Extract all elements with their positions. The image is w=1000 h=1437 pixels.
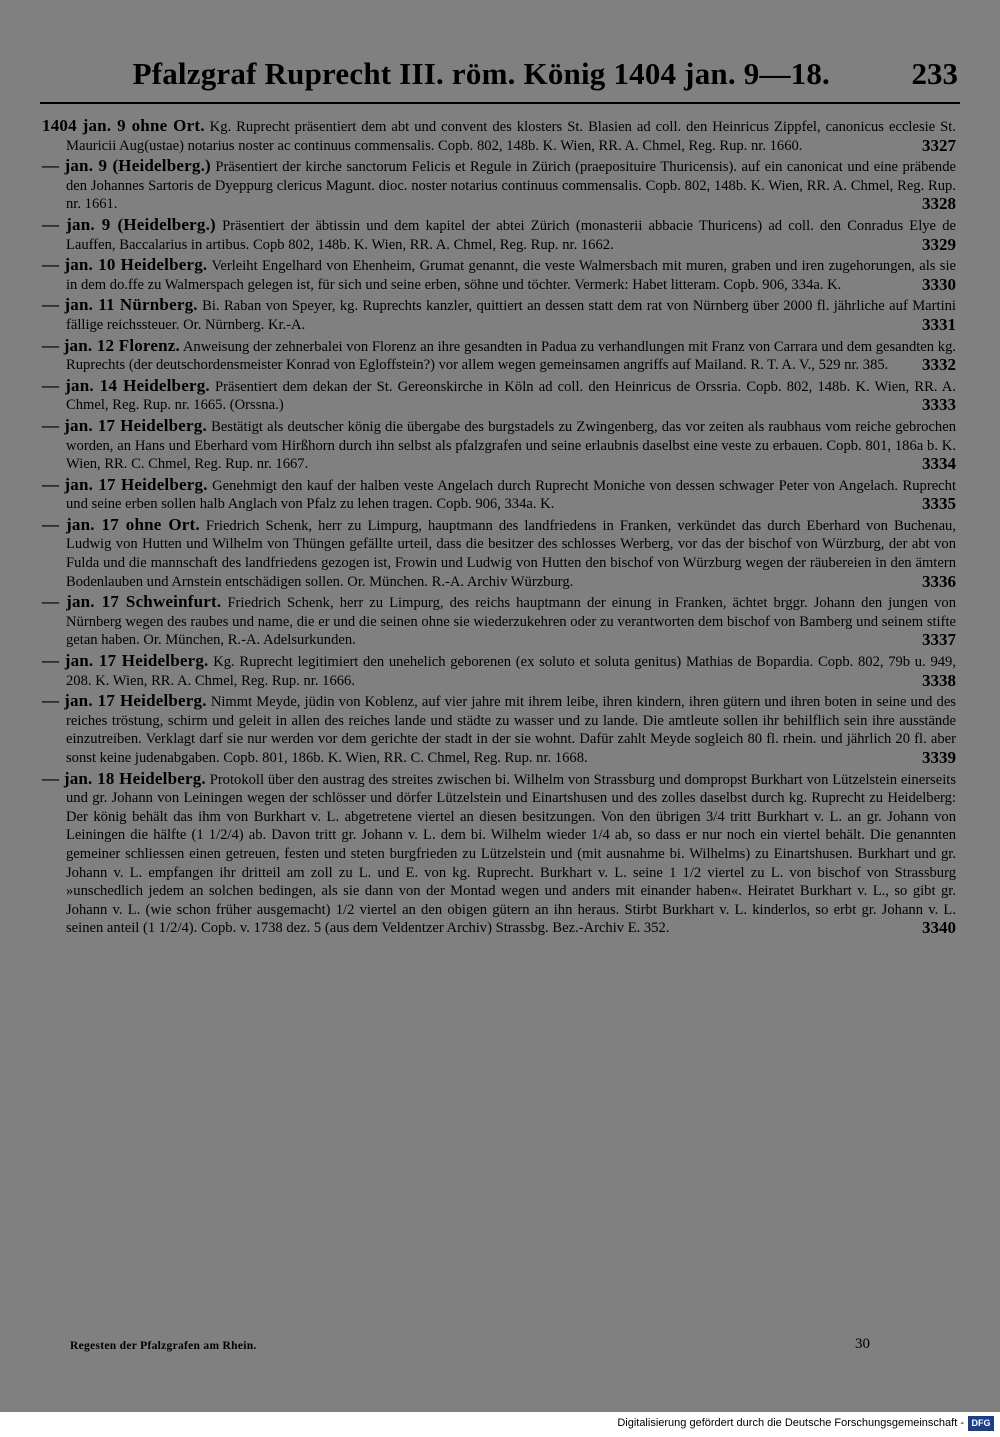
funding-credit: Digitalisierung gefördert durch die Deutsche Forschungsgemeinschaft - (617, 1417, 964, 1429)
regest-entry (42, 337, 956, 375)
entry-date: — jan. 10 Heidelberg. (42, 255, 208, 275)
entry-number: 3336 (922, 571, 956, 591)
entry-number: 3331 (922, 314, 956, 334)
footer-series-title: Regesten der Pfalzgrafen am Rhein. (70, 1340, 257, 1352)
entry-number: 3340 (922, 918, 956, 938)
entry-text: Anweisung der zehnerbalei von Florenz an ihre gesandten in Padua zu verhandlungen mit Franz von Carrara und dem gesandten kg. Ruprechts (der deutschordensmeister Konrad von Egloffstein?) vor allem wegen gemeinsamen angriffs auf Mailand. R. T. A. V., 529 nr. 385. (66, 338, 957, 374)
entry-text: Präsentiert der äbtissin und dem kapitel der abtei Zürich (monasterii abbacie Thuricens) ad coll. den Conradus Elye de Lauffen, Baccalarius in artibus. Copb 802, 148b. K. Wien, RR. A. Chmel, Reg. Rup. nr. 1662. (66, 217, 956, 253)
entry-text: Präsentiert dem dekan der St. Gereonskirche in Köln ad coll. den Heinricus de Orssria. Copb. 802, 148b. K. Wien, RR. A. Chmel, Reg. Rup. nr. 1665. (Orssna.) (66, 378, 956, 414)
entry-number: 3337 (922, 630, 956, 650)
entry-number: 3339 (922, 748, 956, 767)
regest-entry (42, 593, 956, 650)
dfg-logo-icon: DFG (968, 1416, 994, 1431)
entry-number: 3333 (922, 395, 956, 415)
regest-entry (42, 296, 956, 334)
entry-date: — jan. 9 (Heidelberg.) (42, 214, 216, 234)
entry-text: Bestätigt als deutscher könig die übergabe des burgstadels zu Zwingenberg, das vor zeiten als raubhaus vom reiche gebrochen worden, an Hans und Eberhard vom Hirßhorn durch ihn selbst als pfalzgrafen und seine erlaubnis daselbst eine veste zu erbauen. Copb. 801, 186a b. K. Wien, RR. C. Chmel, Reg. Rup. nr. 1667. (66, 418, 956, 473)
entry-date: — jan. 17 Schweinfurt. (42, 592, 222, 612)
entry-date: — jan. 14 Heidelberg. (42, 375, 210, 395)
entry-text: Genehmigt den kauf der halben veste Angelach durch Ruprecht Moniche von dessen schwager Peter von Angelach. Ruprecht und seine erben sollen halb Anglach von Pfalz zu lehen tragen. Copb. 906, 334a. K. (66, 477, 957, 513)
entry-date: — jan. 12 Florenz. (42, 335, 180, 355)
entry-date: — jan. 9 (Heidelberg.) (42, 156, 211, 176)
running-title: Pfalzgraf Ruprecht III. röm. König 1404 jan. 9—18. (132, 56, 830, 91)
entry-number: 3328 (922, 194, 956, 214)
regest-entry (42, 516, 956, 591)
regest-entry (42, 377, 956, 415)
entry-text: Verleiht Engelhard von Ehenheim, Grumat genannt, die veste Walmersbach mit muren, graben und iren zugehorungen, als sie in dem do.ffe zu Walmerspach gelegen ist, für sich und seine erben, söhne und töchter. Vermerk: Habet litteram. Copb. 906, 334a. K. (66, 258, 957, 293)
regest-entry (42, 216, 956, 254)
entry-number: 3327 (922, 135, 956, 155)
entry-date: — jan. 18 Heidelberg. (42, 768, 206, 788)
entry-text: Präsentiert der kirche sanctorum Felicis et Regule in Zürich (praeposituire Thuricensis). auf ein canonicat und eine präbende den Johannes Sartoris de Dyeppurg clericus Magunt. dioc. noster notarius continuus commensalis. Copb. 802, 148b. K. Wien, RR. A. Chmel, Reg. Rup. nr. 1661. (66, 159, 956, 213)
entry-text: Friedrich Schenk, herr zu Limpurg, des reichs hauptmann der einung in Franken, ächtet brggr. Johann den jungen von Nürnberg wegen des raubes und name, die er und die seinen ohne sie wiederzukehren oder zu verantworten dem bischof von Bamberg und seinem stifte getan haben. Or. München, R.-A. Adelsurkunden. (66, 595, 956, 649)
entry-number: 3338 (922, 670, 956, 690)
regest-entry (42, 692, 956, 767)
regest-entry (42, 476, 956, 514)
entry-date: — jan. 11 Nürnberg. (42, 295, 198, 315)
entry-date: — jan. 17 Heidelberg. (42, 415, 207, 435)
entry-date: — jan. 17 Heidelberg. (42, 691, 207, 711)
regest-entry (42, 652, 956, 690)
regest-entry (42, 117, 956, 155)
footer-signature: 30 (855, 1336, 870, 1352)
entry-text: Kg. Ruprecht legitimiert den unehelich geborenen (ex soluto et soluta genitus) Mathias de Bopardia. Copb. 802, 79b u. 949, 208. K. Wien, RR. A. Chmel, Reg. Rup. nr. 1666. (66, 654, 956, 689)
entry-number: 3329 (922, 234, 956, 254)
entry-date: — jan. 17 Heidelberg. (42, 651, 209, 671)
entry-text: Bi. Raban von Speyer, kg. Ruprechts kanzler, quittiert an dessen statt dem rat von Nürnberg über 2000 fl. jährliche auf Martini fällige reichssteuer. Or. Nürnberg. Kr.-A. (66, 298, 956, 333)
digitization-credit-bar (0, 1412, 1000, 1437)
entry-text: Protokoll über den austrag des streites zwischen bi. Wilhelm von Strassburg und dompropst Burkhart von Lützelstein einerseits und gr. Johann von Leiningen wegen der schlösser und dörfer Lützelstein und Einartshusen und des zolles daselbst durch kg. Ruprecht zu Heidelberg: Der könig behält das ihm von Burkhart v. L. abgetretene viertel an diesen besitzungen. Von den übrigen 3/4 tritt Burkhart v. L. an gr. Johann von Leiningen die hälfte (1 1/2/4) ab. Davon tritt gr. Johann v. L. dem bi. Wilhelm wieder 1/4 ab, so dass er nur noch ein viertel behält. Die genannten gemeiner schliessen einen getreuen, festen und steten burgfrieden zu Lützelstein und (mit ausnahme bi. Wilhelms) zu Einartshusen. Burkhart und gr. Johann v. L. empfangen ihr dritteil am zoll zu L. und E. von kg. Ruprecht. Burkhart v. L. seine 1 1/2 viertel zu L. von bischof von Strassburg »unschedlich jedem an solchen bedingen, als sie dann von der Montad wegen und anders mit einander haben«. Heiratet Burkhart v. L., so gibt gr. Johann v. L. (wie schon früher ausgemacht) 1/2 viertel an den obigen gütern an ihn heraus. Stirbt Burkhart v. L. kinderlos, so erbt gr. Johann v. L. seinen anteil (1 1/2/4). Copb. v. 1738 dez. 5 (aus dem Veldentzer Archiv) Strassbg. Bez.-Archiv E. 352. (66, 771, 956, 937)
regest-entry (42, 417, 956, 474)
entry-text: Nimmt Meyde, jüdin von Koblenz, auf vier jahre mit ihrem leibe, ihren kindern, ihren gütern und ihren boten in seine und des reiches tröstung, schirm und geleit in allen des reiches lande und städte zu wasser und zu lande. Die amtleute sollen ihr behilflich sein ihre ausstände einzutreiben. Verklagt darf sie nur werden vor dem gerichte der stadt in der sie wohnt. Dafür zahlt Meyde sogleich 80 fl. rhein. und jährlich 20 fl. aber sonst keine judenabgaben. Copb. 801, 186b. K. Wien, RR. C. Chmel, Reg. Rup. nr. 1668. (66, 694, 956, 766)
entry-text: Kg. Ruprecht präsentiert dem abt und convent des klosters St. Blasien ad coll. den Heinricus Zippfel, canonicus ecclesie St. Mauricii Aug(ustae) notarius noster ac continuus commensalis. Copb. 802, 148b. K. Wien, RR. A. Chmel, Reg. Rup. nr. 1660. (66, 119, 956, 154)
page-number: 233 (911, 56, 958, 91)
entry-number: 3332 (922, 355, 956, 375)
regest-entry (42, 157, 956, 214)
entry-date: — jan. 17 ohne Ort. (42, 514, 200, 534)
regesta-list (42, 117, 956, 940)
page-header (40, 52, 960, 104)
entry-date: — jan. 17 Heidelberg. (42, 474, 208, 494)
entry-number: 3334 (922, 454, 956, 474)
regest-entry (42, 770, 956, 938)
entry-number: 3335 (922, 494, 956, 514)
regest-entry (42, 256, 956, 294)
entry-number: 3330 (922, 274, 956, 294)
entry-text: Friedrich Schenk, herr zu Limpurg, hauptmann des landfriedens in Franken, verkündet das durch Eberhard von Buchenau, Ludwig von Hutten und Wilhelm von Thüngen gefällte urteil, dass die besitzer des schlosses Werberg, vor das der bischof von Würzburg, der abt von Fulda und die mannschaft des landfriedens gezogen ist, Frowin und Ludwig von Hutten den bischof von Würzburg wegen der räubereien in den ämtern Bodenlauben und Arnstein entschädigen sollen. Or. München. R.-A. Archiv Würzburg. (66, 517, 956, 590)
entry-date: 1404 jan. 9 ohne Ort. (42, 116, 205, 135)
